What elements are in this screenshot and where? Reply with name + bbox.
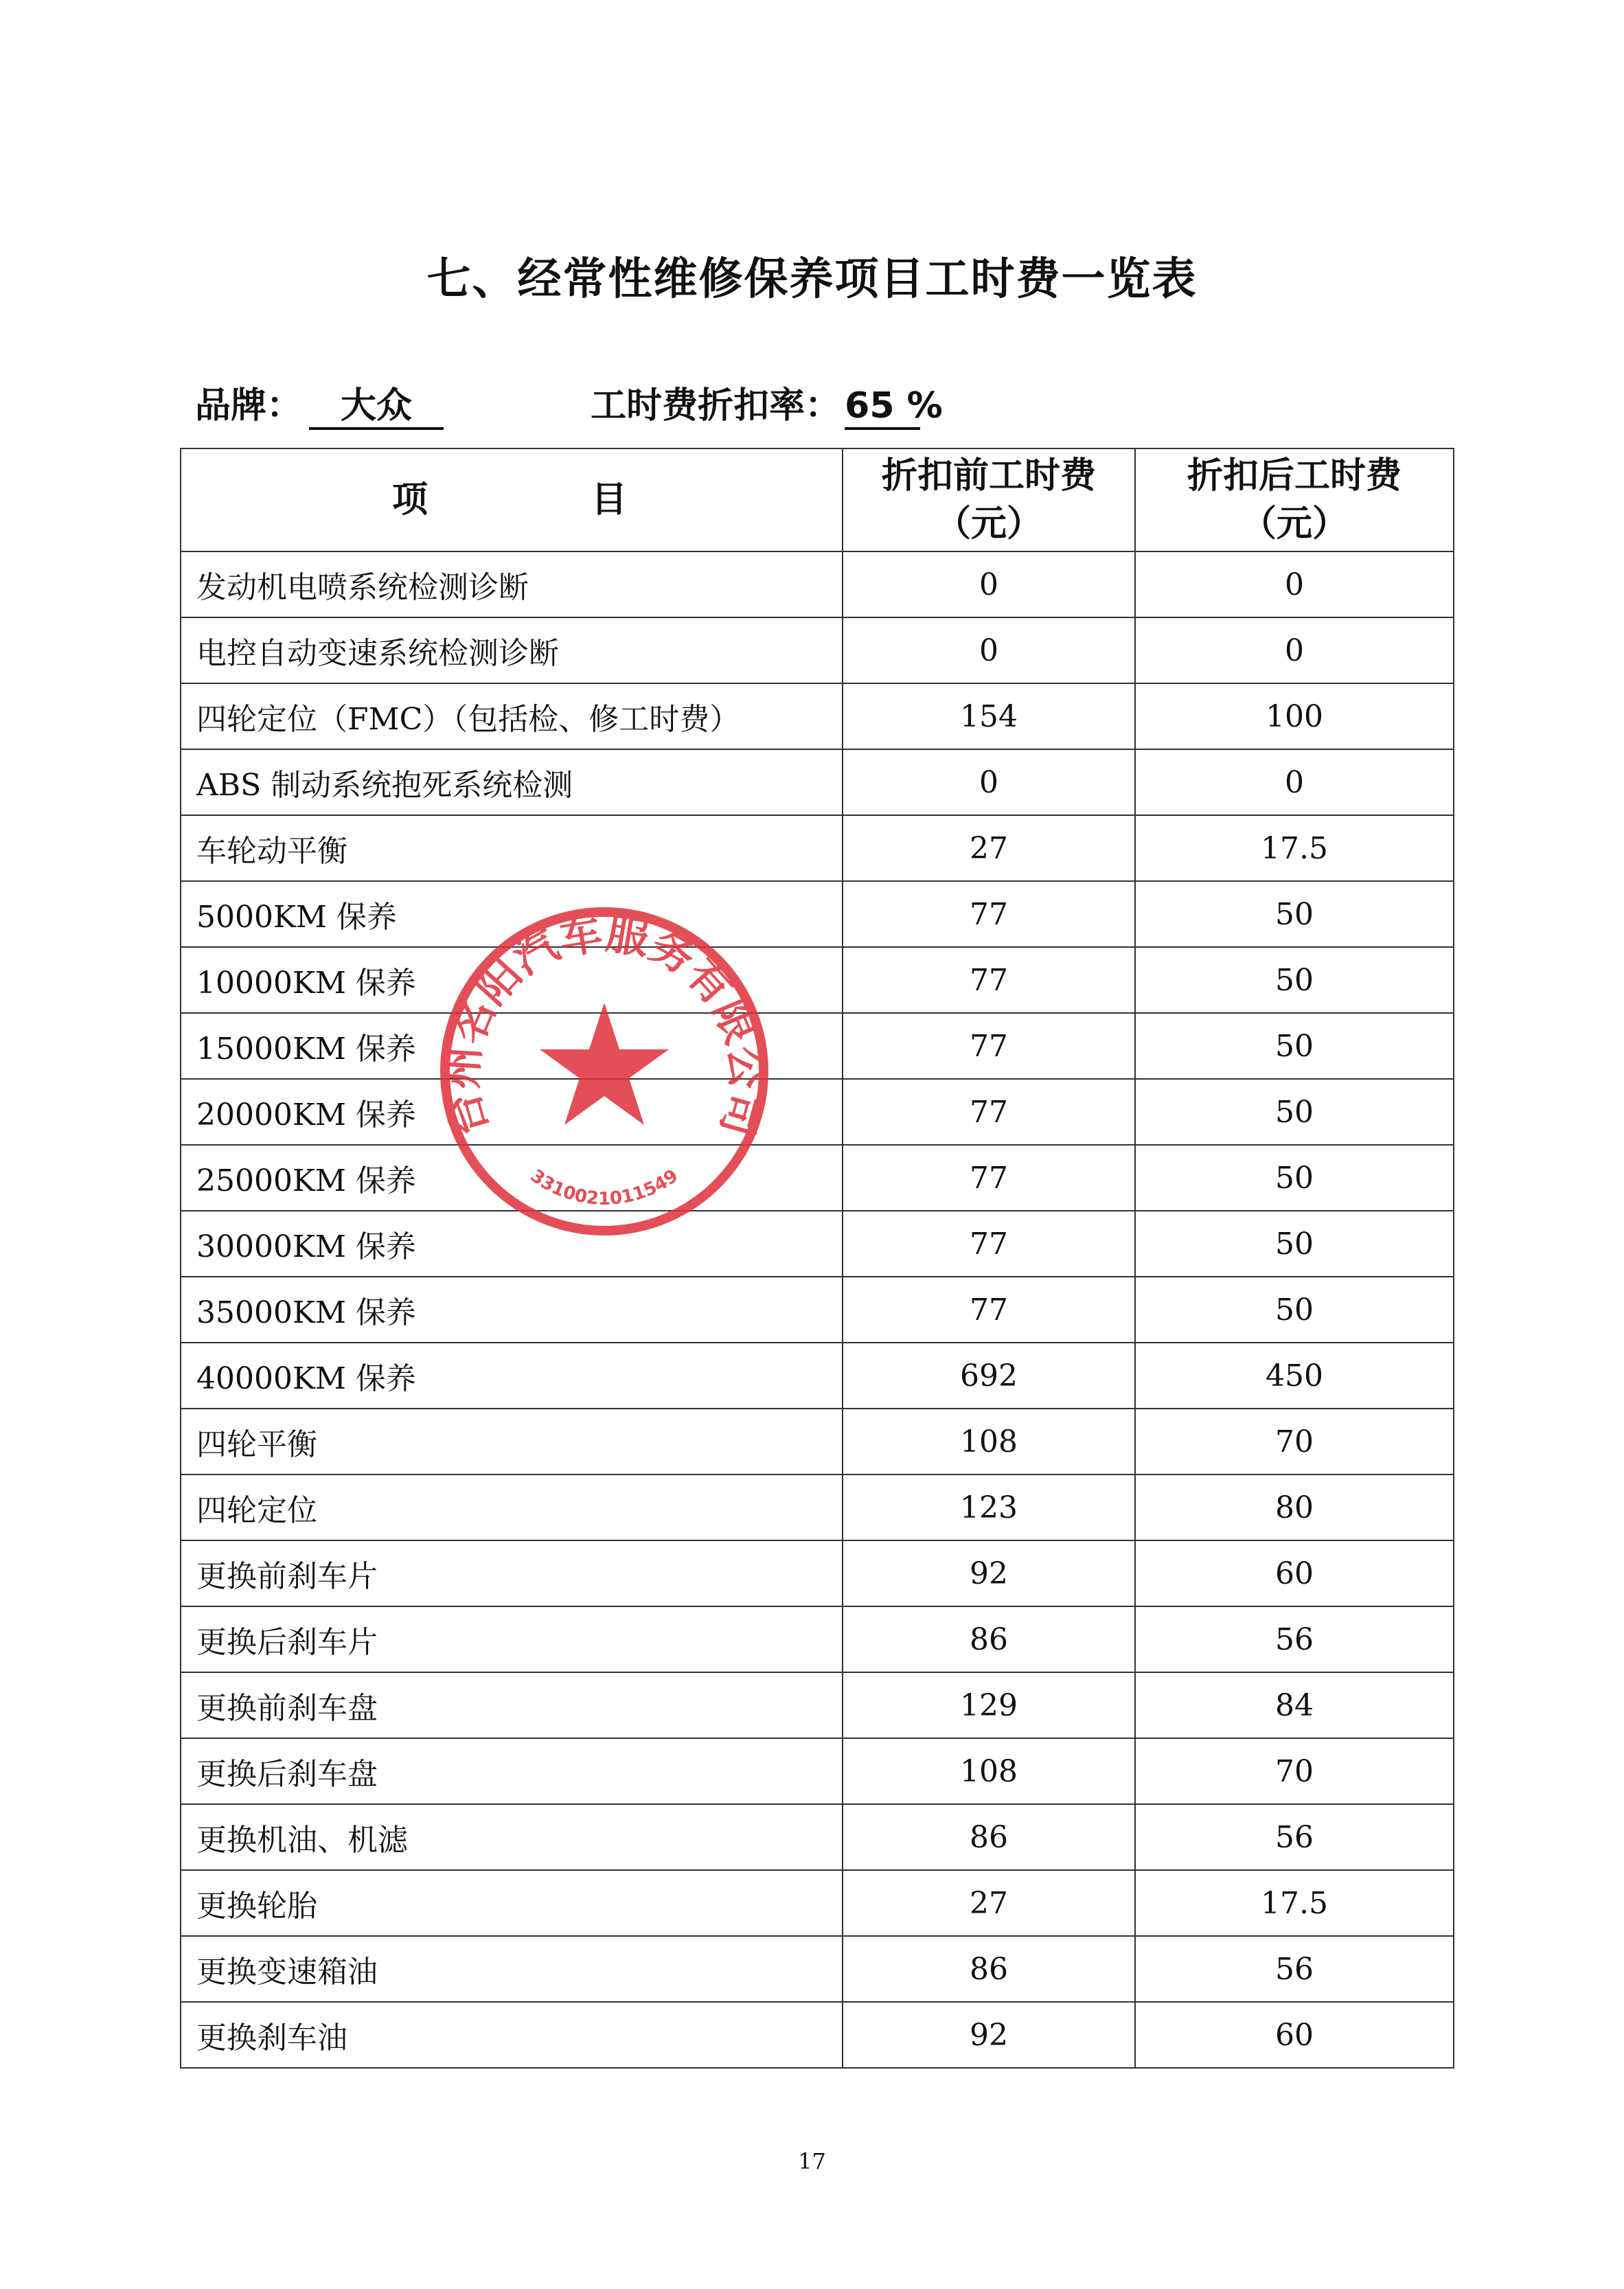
table-row <box>181 1804 1454 1870</box>
item-name-cell: 四轮平衡 <box>181 1409 843 1474</box>
brand-value: 大众 <box>309 386 444 430</box>
fee-before-cell: 77 <box>843 1013 1135 1079</box>
item-name-cell: 5000KM 保养 <box>181 881 843 947</box>
fee-after-cell: 56 <box>1135 1804 1454 1870</box>
table-row <box>181 1672 1454 1738</box>
table-row <box>181 749 1454 815</box>
table-row <box>181 1738 1454 1804</box>
table-row <box>181 551 1454 617</box>
fee-after-cell: 60 <box>1135 2002 1454 2068</box>
fee-before-cell: 86 <box>843 1606 1135 1672</box>
fee-before-cell: 77 <box>843 947 1135 1013</box>
fee-after-cell: 84 <box>1135 1672 1454 1738</box>
fee-before-cell: 108 <box>843 1409 1135 1474</box>
table-body <box>181 551 1454 2068</box>
item-name-cell: 更换前刹车盘 <box>181 1672 843 1738</box>
table-row <box>181 815 1454 881</box>
fee-before-cell: 154 <box>843 683 1135 749</box>
header-before-discount: 折扣前工时费 （元） <box>843 448 1135 551</box>
table-row <box>181 1343 1454 1409</box>
table-row <box>181 1211 1454 1277</box>
item-name-cell: 发动机电喷系统检测诊断 <box>181 551 843 617</box>
item-name-cell: 20000KM 保养 <box>181 1079 843 1145</box>
fee-before-cell: 77 <box>843 1277 1135 1343</box>
fee-after-cell: 17.5 <box>1135 815 1454 881</box>
fee-before-cell: 86 <box>843 1936 1135 2002</box>
fee-before-cell: 0 <box>843 551 1135 617</box>
table-header-row <box>181 448 1454 551</box>
item-name-cell: ABS 制动系统抱死系统检测 <box>181 749 843 815</box>
fee-before-cell: 0 <box>843 617 1135 683</box>
fee-before-cell: 108 <box>843 1738 1135 1804</box>
item-name-cell: 35000KM 保养 <box>181 1277 843 1343</box>
fee-before-cell: 129 <box>843 1672 1135 1738</box>
table-row <box>181 1936 1454 2002</box>
table-row <box>181 1277 1454 1343</box>
rate-label: 工时费折扣率： <box>591 385 841 426</box>
fee-after-cell: 56 <box>1135 1606 1454 1672</box>
table-row <box>181 1474 1454 1540</box>
fee-before-cell: 77 <box>843 1079 1135 1145</box>
table-row <box>181 1145 1454 1211</box>
fee-after-cell: 50 <box>1135 1145 1454 1211</box>
fee-after-cell: 0 <box>1135 617 1454 683</box>
fee-after-cell: 50 <box>1135 947 1454 1013</box>
fee-after-cell: 50 <box>1135 1277 1454 1343</box>
item-name-cell: 15000KM 保养 <box>181 1013 843 1079</box>
fee-after-cell: 50 <box>1135 881 1454 947</box>
table-row <box>181 881 1454 947</box>
item-name-cell: 更换前刹车片 <box>181 1540 843 1606</box>
header-item: 项 目 <box>181 448 843 551</box>
fee-before-cell: 92 <box>843 2002 1135 2068</box>
table-row <box>181 683 1454 749</box>
item-name-cell: 10000KM 保养 <box>181 947 843 1013</box>
fee-after-cell: 70 <box>1135 1409 1454 1474</box>
table-row <box>181 1079 1454 1145</box>
fee-before-cell: 27 <box>843 1870 1135 1936</box>
seal-text: 台州名阳汽车服务有限公司 <box>436 908 773 1142</box>
labor-fee-table <box>180 448 1454 2069</box>
fee-before-cell: 27 <box>843 815 1135 881</box>
fee-before-cell: 123 <box>843 1474 1135 1540</box>
page-title: 七、经常性维修保养项目工时费一览表 <box>426 254 1198 305</box>
item-name-cell: 更换后刹车盘 <box>181 1738 843 1804</box>
fee-after-cell: 50 <box>1135 1211 1454 1277</box>
fee-before-cell: 77 <box>843 1211 1135 1277</box>
page-number: 17 <box>798 2148 826 2174</box>
item-name-cell: 四轮定位（FMC）（包括检、修工时费） <box>181 683 843 749</box>
table-row <box>181 617 1454 683</box>
table-row <box>181 1540 1454 1606</box>
item-name-cell: 四轮定位 <box>181 1474 843 1540</box>
table-row <box>181 1013 1454 1079</box>
meta-line <box>195 376 943 430</box>
item-name-cell: 更换后刹车片 <box>181 1606 843 1672</box>
fee-before-cell: 77 <box>843 881 1135 947</box>
table-row <box>181 1606 1454 1672</box>
table-row <box>181 947 1454 1013</box>
brand-label: 品牌： <box>195 385 303 426</box>
item-name-cell: 25000KM 保养 <box>181 1145 843 1211</box>
fee-after-cell: 60 <box>1135 1540 1454 1606</box>
table-row <box>181 2002 1454 2068</box>
header-after-discount: 折扣后工时费 （元） <box>1135 448 1454 551</box>
fee-after-cell: 80 <box>1135 1474 1454 1540</box>
item-name-cell: 车轮动平衡 <box>181 815 843 881</box>
fee-before-cell: 692 <box>843 1343 1135 1409</box>
rate-value: 65 % <box>845 386 920 430</box>
fee-after-cell: 450 <box>1135 1343 1454 1409</box>
item-name-cell: 更换机油、机滤 <box>181 1804 843 1870</box>
fee-after-cell: 50 <box>1135 1079 1454 1145</box>
fee-after-cell: 70 <box>1135 1738 1454 1804</box>
item-name-cell: 更换变速箱油 <box>181 1936 843 2002</box>
fee-after-cell: 56 <box>1135 1936 1454 2002</box>
seal-code: 3310021011549 <box>526 1165 683 1209</box>
table-row <box>181 1409 1454 1474</box>
fee-after-cell: 17.5 <box>1135 1870 1454 1936</box>
fee-before-cell: 77 <box>843 1145 1135 1211</box>
fee-after-cell: 0 <box>1135 551 1454 617</box>
fee-after-cell: 100 <box>1135 683 1454 749</box>
item-name-cell: 40000KM 保养 <box>181 1343 843 1409</box>
item-name-cell: 30000KM 保养 <box>181 1211 843 1277</box>
fee-before-cell: 92 <box>843 1540 1135 1606</box>
fee-after-cell: 50 <box>1135 1013 1454 1079</box>
fee-before-cell: 0 <box>843 749 1135 815</box>
item-name-cell: 更换刹车油 <box>181 2002 843 2068</box>
fee-before-cell: 86 <box>843 1804 1135 1870</box>
item-name-cell: 电控自动变速系统检测诊断 <box>181 617 843 683</box>
item-name-cell: 更换轮胎 <box>181 1870 843 1936</box>
fee-after-cell: 0 <box>1135 749 1454 815</box>
table-row <box>181 1870 1454 1936</box>
